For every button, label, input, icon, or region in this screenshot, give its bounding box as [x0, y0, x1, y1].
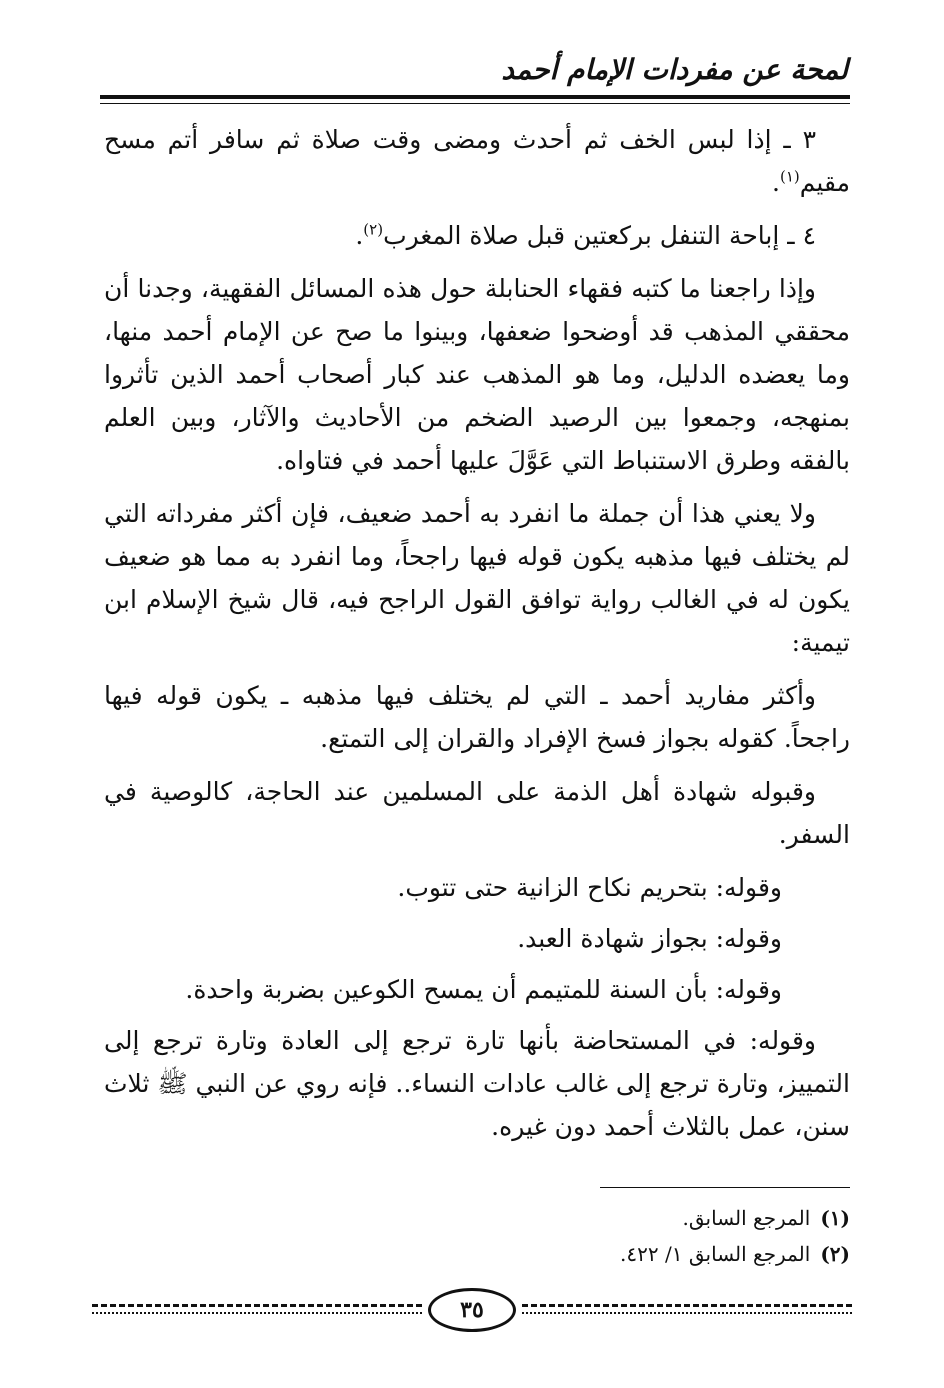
paragraph-hanbali-review: وإذا راجعنا ما كتبه فقهاء الحنابلة حول هذه المسائل الفقهية، وجدنا أن محققي المذهب قد أوضحوا ضعفها، وبينوا ما صح عن الإمام أحمد منها، وما يعضده الدليل، وما هو المذهب عند كبار أصحاب أحمد الذين تأثروا بمنهجه، وجمعوا بين الرصيد الضخم من الأحاديث والآثار، وبين العلم بالفقه وطرق الاستنباط التي عَوَّلَ عليها أحمد في فتاواه.	[104, 274, 850, 475]
quote-paragraph-3: وقوله: في المستحاضة بأنها تارة ترجع إلى العادة وتارة ترجع إلى التمييز، وتارة ترجع إلى غالب عادات النساء.. فإنه روي عن النبي ﷺ ثلاث سنن، عمل بالثلاث أحمد دون غيره.	[104, 1026, 850, 1141]
footnote-ref-2: (٢)	[363, 220, 384, 239]
paragraph-not-weak: ولا يعني هذا أن جملة ما انفرد به أحمد ضعيف، فإن أكثر مفرداته التي لم يختلف فيها مذهبه يكون قوله فيها راجحاً، وما انفرد به مما هو ضعيف يكون له في الغالب رواية توافق القول الراجح فيه، قال شيخ الإسلام ابن تيمية:	[104, 499, 850, 657]
paragraph-end: .	[772, 168, 780, 197]
footer-dash-right	[522, 1304, 852, 1307]
paragraph-end: .	[355, 221, 364, 250]
footnote-number: (٢)	[820, 1242, 850, 1266]
footnote-separator	[600, 1187, 850, 1188]
quote-line-1: وقوله: بتحريم نكاح الزانية حتى تتوب.	[397, 873, 782, 902]
paragraph-text: ٤ ـ إباحة التنفل بركعتين قبل صلاة المغرب	[383, 221, 816, 250]
footer-dash-left	[92, 1304, 422, 1307]
body-text	[104, 118, 850, 1158]
footnote-item	[300, 1200, 850, 1236]
quote-line-3: وقوله: بأن السنة للمتيمم أن يمسح الكوعين بضربة واحدة.	[185, 975, 782, 1004]
quote-line-2: وقوله: بجواز شهادة العبد.	[517, 924, 782, 953]
paragraph-text: ٣ ـ إذا لبس الخف ثم أحدث ومضى وقت صلاة ثم سافر أتم مسح مقيم	[104, 125, 850, 197]
footnote-text: المرجع السابق ١/ ٤٢٢.	[620, 1242, 811, 1266]
running-head: لمحة عن مفردات الإمام أحمد	[501, 53, 848, 86]
page-number: ٣٥	[428, 1288, 516, 1332]
paragraph-item-3	[104, 118, 850, 204]
footnote-ref-1: (١)	[779, 167, 800, 186]
footer-dots-left	[92, 1312, 422, 1314]
quote-paragraph-2: وقبوله شهادة أهل الذمة على المسلمين عند الحاجة، كالوصية في السفر.	[104, 777, 850, 849]
quote-paragraph-1: وأكثر مفاريد أحمد ـ التي لم يختلف فيها مذهبه ـ يكون قوله فيها راجحاً. كقوله بجواز فسخ الإفراد والقران إلى التمتع.	[104, 681, 850, 753]
footnote-text: المرجع السابق.	[682, 1206, 811, 1230]
page-footer	[92, 1286, 852, 1330]
header-rule-thick	[100, 95, 850, 99]
header-rule-thin	[100, 103, 850, 104]
paragraph-item-4	[104, 214, 850, 257]
footnote-number: (١)	[820, 1206, 850, 1230]
footnotes	[300, 1200, 850, 1272]
footer-dots-right	[522, 1312, 852, 1314]
footnote-item	[300, 1236, 850, 1272]
